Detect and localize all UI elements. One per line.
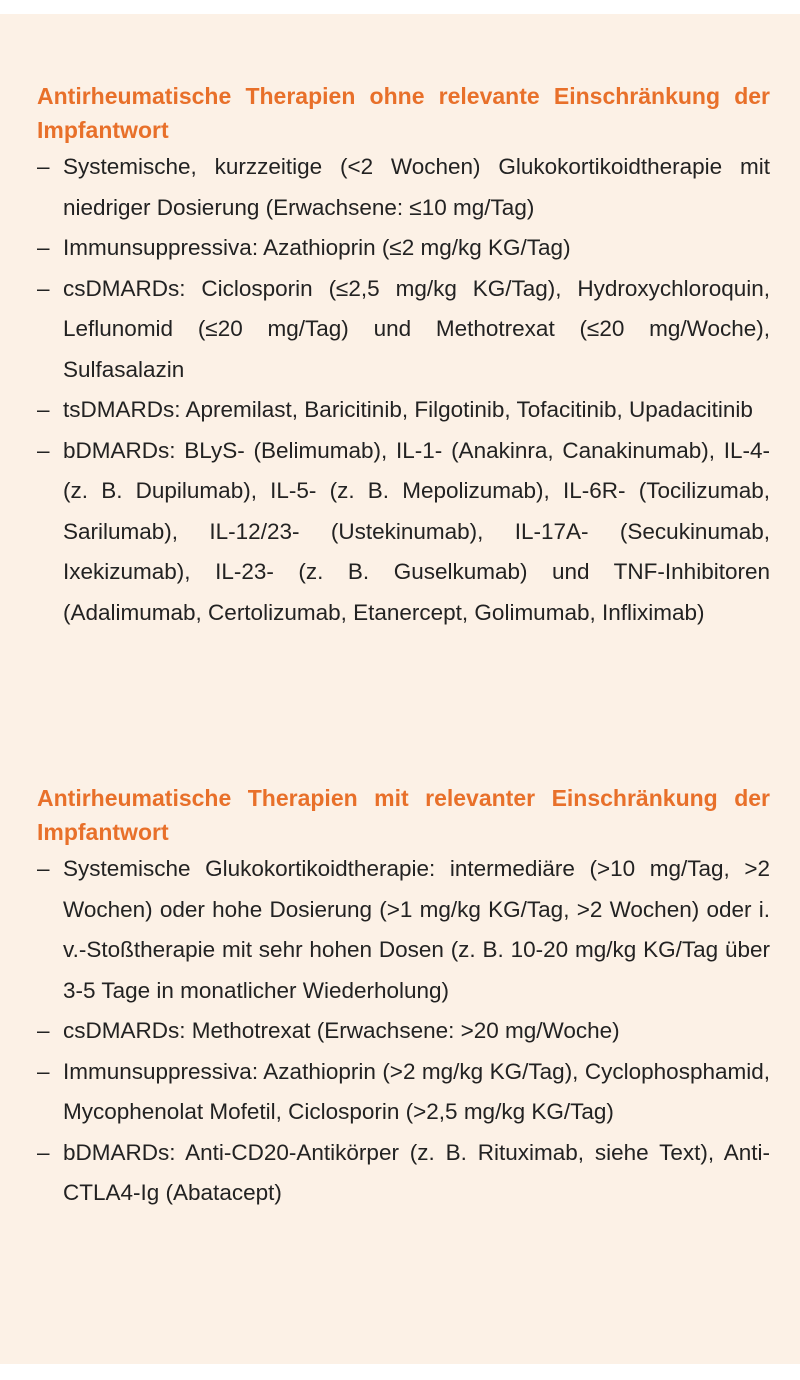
- item-text: csDMARDs: Methotrexat (Erwachsene: >20 mg/Woche): [63, 1018, 620, 1043]
- therapy-list: [37, 147, 770, 633]
- dash-bullet: –: [37, 154, 50, 179]
- dash-bullet: –: [37, 856, 50, 881]
- list-item: [37, 1133, 770, 1214]
- dash-bullet: –: [37, 1139, 50, 1165]
- item-text: csDMARDs: Ciclosporin (≤2,5 mg/kg KG/Tag), Hydroxychloroquin, Leflunomid (≤20 mg/Tag) und Methotrexat (≤20 mg/Woche), Sulfasalazin: [63, 275, 770, 382]
- list-item: [37, 390, 770, 431]
- dash-bullet: –: [37, 1058, 50, 1084]
- dash-bullet: –: [37, 235, 50, 260]
- section-with-restriction: [37, 781, 770, 1214]
- item-text: Systemische, kurzzeitige (<2 Wochen) Glukokortikoidtherapie mit niedriger Dosierung (Erwachsene: ≤10 mg/Tag): [63, 154, 770, 220]
- dash-bullet: –: [37, 437, 50, 463]
- list-item: [37, 147, 770, 228]
- dash-bullet: –: [37, 1018, 50, 1043]
- list-item: [37, 1052, 770, 1133]
- item-text: tsDMARDs: Apremilast, Baricitinib, Filgotinib, Tofacitinib, Upadacitinib: [63, 397, 753, 422]
- dash-bullet: –: [37, 397, 50, 422]
- section-without-restriction: [37, 79, 770, 633]
- item-text: Systemische Glukokortikoidtherapie: intermediäre (>10 mg/Tag, >2 Wochen) oder hohe Dosierung (>1 mg/kg KG/Tag, >2 Wochen) oder i. v.-Stoßtherapie mit sehr hohen Dosen (z. B. 10-20 mg/kg KG/Tag über 3-5 Tage in monatlicher Wiederholung): [63, 856, 770, 1003]
- list-item: [37, 431, 770, 634]
- item-text: Immunsuppressiva: Azathioprin (≤2 mg/kg KG/Tag): [63, 235, 571, 260]
- list-item: [37, 269, 770, 391]
- list-item: [37, 849, 770, 1011]
- list-item: [37, 1011, 770, 1052]
- section-heading: Antirheumatische Therapien ohne relevante Einschränkung der Impfantwort: [37, 83, 770, 143]
- info-box: [0, 14, 800, 1364]
- therapy-list: [37, 849, 770, 1214]
- list-item: [37, 228, 770, 269]
- item-text: Immunsuppressiva: Azathioprin (>2 mg/kg KG/Tag), Cyclophosphamid, Mycophenolat Mofetil, Ciclosporin (>2,5 mg/kg KG/Tag): [63, 1058, 770, 1124]
- item-text: bDMARDs: BLyS- (Belimumab), IL-1- (Anakinra, Canakinumab), IL-4- (z. B. Dupilumab), IL-5- (z. B. Mepolizumab), IL-6R- (Tocilizumab, Sarilumab), IL-12/23- (Ustekinumab), IL-17A- (Secukinumab, Ixekizumab), IL-23- (z. B. Guselkumab) und TNF-Inhibitoren (Adalimumab, Certolizumab, Etanercept, Golimumab, Infliximab): [63, 437, 770, 625]
- dash-bullet: –: [37, 275, 50, 301]
- item-text: bDMARDs: Anti-CD20-Antikörper (z. B. Rituximab, siehe Text), Anti-CTLA4-Ig (Abatacept): [63, 1139, 770, 1205]
- section-heading: Antirheumatische Therapien mit relevanter Einschränkung der Impfantwort: [37, 785, 770, 845]
